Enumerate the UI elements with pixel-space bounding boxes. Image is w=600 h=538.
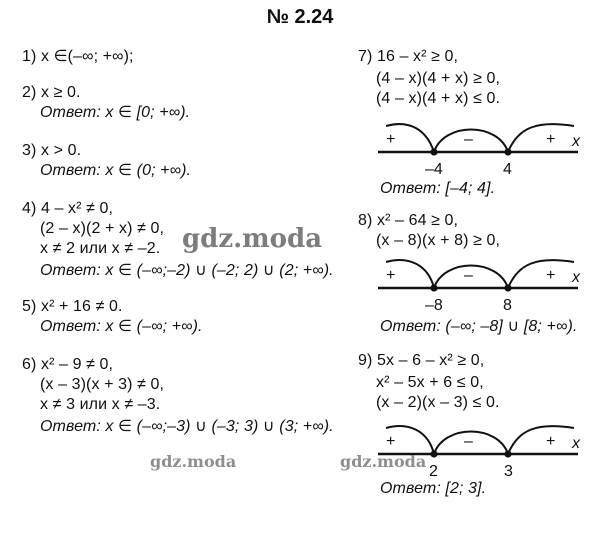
svg-text:3: 3 bbox=[504, 463, 513, 480]
svg-text:–: – bbox=[464, 267, 473, 284]
problem-9-step-1: x² – 5x + 6 ≤ 0, bbox=[376, 374, 484, 391]
number-line-8 bbox=[378, 250, 588, 320]
watermark-small-right: gdz.moda bbox=[340, 452, 427, 471]
answer-7: Ответ: [–4; 4]. bbox=[380, 180, 496, 197]
problem-3: 3) x > 0. bbox=[22, 142, 82, 159]
svg-text:–: – bbox=[464, 433, 473, 450]
problem-8: 8) x² – 64 ≥ 0, bbox=[358, 212, 459, 229]
svg-text:–8: –8 bbox=[425, 297, 443, 314]
answer-3: Ответ: x ∈ (0; +∞). bbox=[40, 162, 192, 179]
svg-text:2: 2 bbox=[429, 463, 438, 480]
svg-text:+: + bbox=[386, 267, 396, 284]
watermark-large: gdz.moda bbox=[182, 224, 323, 254]
answer-8: Ответ: (–∞; –8] ∪ [8; +∞). bbox=[380, 318, 578, 335]
svg-text:4: 4 bbox=[503, 161, 512, 178]
svg-text:+: + bbox=[546, 433, 556, 450]
svg-text:+: + bbox=[386, 433, 396, 450]
svg-text:x: x bbox=[572, 435, 580, 452]
answer-4: Ответ: x ∈ (–∞;–2) ∪ (–2; 2) ∪ (2; +∞). bbox=[40, 262, 334, 279]
problem-4-step-1: (2 – x)(2 + x) ≠ 0, bbox=[40, 220, 165, 237]
answer-2: Ответ: x ∈ [0; +∞). bbox=[40, 104, 191, 121]
svg-text:8: 8 bbox=[503, 297, 512, 314]
problem-9-step-2: (x – 2)(x – 3) ≤ 0. bbox=[376, 394, 500, 411]
problem-6-step-1: (x – 3)(x + 3) ≠ 0, bbox=[40, 376, 165, 393]
problem-5: 5) x² + 16 ≠ 0. bbox=[22, 298, 123, 315]
problem-6: 6) x² – 9 ≠ 0, bbox=[22, 356, 114, 373]
answer-5: Ответ: x ∈ (–∞; +∞). bbox=[40, 318, 203, 335]
svg-text:–: – bbox=[464, 131, 473, 148]
answer-6: Ответ: x ∈ (–∞;–3) ∪ (–3; 3) ∪ (3; +∞). bbox=[40, 418, 334, 435]
svg-text:x: x bbox=[572, 269, 580, 286]
problem-4-step-2: x ≠ 2 или x ≠ –2. bbox=[40, 240, 161, 257]
answer-9: Ответ: [2; 3]. bbox=[380, 480, 487, 497]
problem-4: 4) 4 – x² ≠ 0, bbox=[22, 200, 114, 217]
number-line-9 bbox=[378, 416, 588, 486]
problem-1: 1) x ∈(–∞; +∞); bbox=[22, 48, 134, 65]
page-title: № 2.24 bbox=[266, 6, 334, 28]
problem-8-step-1: (x – 8)(x + 8) ≥ 0, bbox=[376, 232, 501, 249]
problem-2: 2) x ≥ 0. bbox=[22, 84, 81, 101]
svg-text:+: + bbox=[546, 267, 556, 284]
problem-7-step-1: (4 – x)(4 + x) ≥ 0, bbox=[376, 70, 501, 87]
number-line-7 bbox=[378, 114, 588, 184]
problem-7: 7) 16 – x² ≥ 0, bbox=[358, 48, 459, 65]
watermark-small-left: gdz.moda bbox=[150, 452, 237, 471]
svg-text:+: + bbox=[546, 131, 556, 148]
svg-text:–4: –4 bbox=[425, 161, 443, 178]
svg-text:+: + bbox=[386, 131, 396, 148]
problem-9: 9) 5x – 6 – x² ≥ 0, bbox=[358, 352, 485, 369]
svg-text:x: x bbox=[572, 133, 580, 150]
problem-6-step-2: x ≠ 3 или x ≠ –3. bbox=[40, 396, 161, 413]
problem-7-step-2: (4 – x)(4 + x) ≤ 0. bbox=[376, 90, 501, 107]
